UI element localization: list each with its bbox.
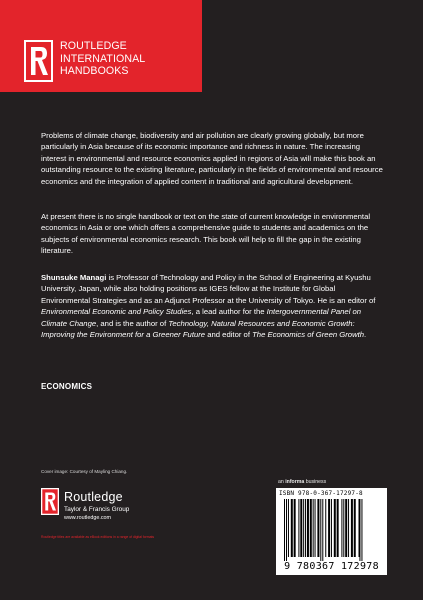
author-name: Shunsuke Managi xyxy=(41,273,107,282)
barcode-bar xyxy=(305,499,306,557)
barcode-bar xyxy=(288,499,289,557)
barcode-guard-bar xyxy=(359,499,360,561)
routledge-footer-logo-icon xyxy=(41,488,59,515)
informa-brand: informa xyxy=(285,479,305,485)
barcode-bar xyxy=(351,499,353,557)
barcode-bar xyxy=(334,499,336,557)
barcode-bar xyxy=(294,499,296,557)
publisher-url[interactable]: www.routledge.com xyxy=(64,515,112,521)
description-paragraph-1: Problems of climate change, biodiversity and air pollution are clearly growing globally, but more particularly in Asia because of its economic importance and richness in nature. The increasing interest in environmental and resource economics applied in regions of Asia will make this book an outstanding resource to the existing literature, particularly in the fields of environmental and resource economics and the integration of applied content in traditional and agricultural development. xyxy=(41,131,383,186)
isbn-label: ISBN 978-0-367-17297-8 xyxy=(279,490,363,497)
barcode-guard-bar xyxy=(361,499,362,561)
barcode-bar xyxy=(315,499,316,557)
barcode-bar xyxy=(345,499,347,557)
cover-credit: Cover image: Courtesy of Mayling Chiang. xyxy=(41,469,128,474)
publisher-tagline: Taylor & Francis Group xyxy=(64,506,130,513)
barcode-bar xyxy=(298,499,299,557)
bio-text-e: . xyxy=(364,330,367,340)
barcode-bar xyxy=(313,499,314,557)
author-bio xyxy=(41,272,386,340)
isbn-digits: 9 780367 172978 xyxy=(284,561,379,572)
bio-title-a: Environmental Economic and Policy Studies xyxy=(41,307,192,317)
bio-title-d: The Economics of Green Growth xyxy=(252,330,365,340)
bio-title-c: Technology, Natural Resources and Economic Growth: Improving the Environment for a Greener Future xyxy=(41,318,355,340)
routledge-r-logo-icon xyxy=(24,40,53,82)
subject-category: ECONOMICS xyxy=(41,382,93,391)
barcode-guard-bar xyxy=(284,499,285,561)
barcode-bar xyxy=(325,499,326,557)
series-name xyxy=(60,40,200,78)
barcode-bar xyxy=(348,499,349,557)
isbn-barcode xyxy=(276,488,387,575)
informa-business-label xyxy=(278,479,326,485)
barcode-guard-bar xyxy=(320,499,321,561)
barcode-bar xyxy=(303,499,304,557)
barcode-bar xyxy=(291,499,293,557)
barcode-bar xyxy=(337,499,339,557)
barcode-bar xyxy=(331,499,332,557)
series-line-2: INTERNATIONAL xyxy=(60,52,146,65)
ebook-availability-note: Routledge titles are available as eBook editions in a range of digital formats xyxy=(41,535,155,539)
barcode-bar xyxy=(328,499,330,557)
bio-title-b: Intergovernmental Panel on Climate Change xyxy=(41,307,362,328)
informa-suffix: business xyxy=(304,479,327,485)
publisher-name: Routledge xyxy=(64,490,123,504)
barcode-guard-bar xyxy=(322,499,323,561)
barcode-bar xyxy=(354,499,356,557)
bio-text-a: is Professor of Technology and Policy in the School of Engineering at Kyushu University, Japan, while also holding positions as IGES fellow at the Institute for Global Environmental Strategies and as an Adjunct Professor at the University of Tokyo. He is an editor of xyxy=(41,273,376,305)
series-line-3: HANDBOOKS xyxy=(60,65,129,77)
barcode-bar xyxy=(310,499,312,557)
barcode-bar xyxy=(343,499,344,557)
barcode-guard-bar xyxy=(286,499,287,561)
barcode-bar xyxy=(359,499,360,557)
series-line-1: ROUTLEDGE xyxy=(60,40,127,52)
barcode-bar xyxy=(307,499,309,557)
barcode-bar xyxy=(317,499,319,557)
series-brand-block xyxy=(0,0,202,92)
barcode-bar xyxy=(300,499,302,557)
bio-text-d: and editor of xyxy=(205,330,253,340)
barcode-bars xyxy=(280,499,383,561)
barcode-bar xyxy=(341,499,342,557)
bio-text-b: , a lead author for the xyxy=(191,307,267,317)
bio-text-c: , and is the author of xyxy=(96,318,169,328)
description-paragraph-2: At present there is no single handbook or text on the state of current knowledge in environmental economics in Asia or one which offers a comprehensive guide to students and academics on the subjects of environmental economics research. This book will help to fill the gap in the existing literature. xyxy=(41,212,371,256)
informa-prefix: an xyxy=(278,479,286,485)
